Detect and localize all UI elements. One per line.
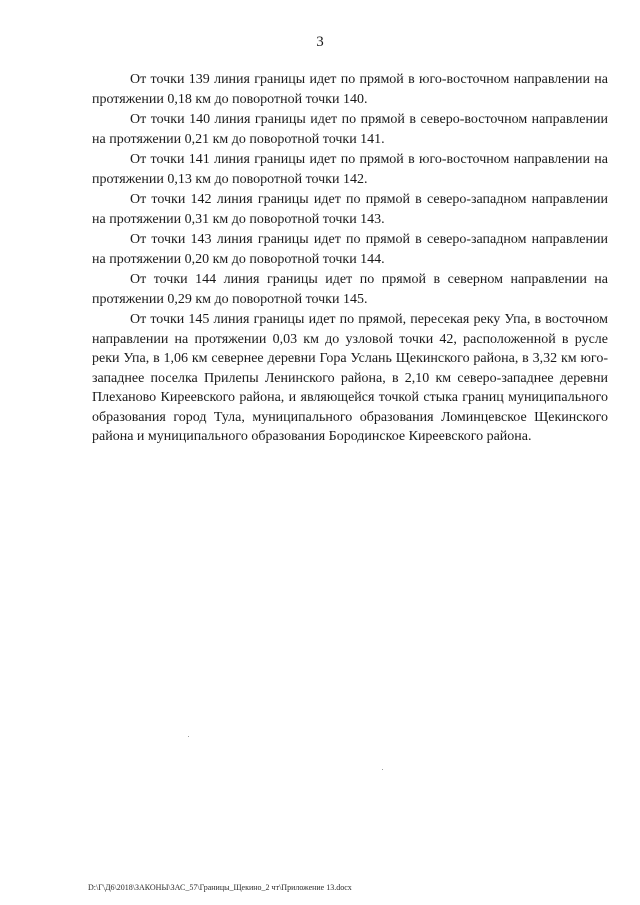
page-number: 3 bbox=[316, 34, 324, 50]
scan-speck bbox=[188, 736, 189, 737]
paragraph-point-142: От точки 142 линия границы идет по прямой в северо-западном направлении на протяжении 0,31 км до поворотной точки 143. bbox=[92, 192, 608, 227]
paragraph-point-141: От точки 141 линия границы идет по прямой в юго-восточном направлении на протяжении 0,13 км до поворотной точки 142. bbox=[92, 152, 608, 187]
paragraph-point-139: От точки 139 линия границы идет по прямой в юго-восточном направлении на протяжении 0,18 км до поворотной точки 140. bbox=[92, 72, 608, 107]
scan-speck bbox=[382, 769, 383, 770]
document-body bbox=[92, 70, 608, 447]
paragraph-point-144: От точки 144 линия границы идет по прямой в северном направлении на протяжении 0,29 км до поворотной точки 145. bbox=[92, 272, 608, 307]
paragraph-point-140: От точки 140 линия границы идет по прямой в северо-восточном направлении на протяжении 0,21 км до поворотной точки 141. bbox=[92, 112, 608, 147]
paragraph-point-145: От точки 145 линия границы идет по прямой, пересекая реку Упа, в восточном направлении на протяжении 0,03 км до узловой точки 42, расположенной в русле реки Упа, в 1,06 км севернее деревни Гора Услань Щекинского района, в 3,32 км юго-западнее поселка Прилепы Ленинского района, в 2,10 км северо-западнее деревни Плеханово Киреевского района, и являющейся точкой стыка границ муниципального образования город Тула, муниципального образования Ломинцевское Щекинского района и муниципального образования Бородинское Киреевского района. bbox=[92, 312, 608, 444]
file-path-footer: D:\Г\Д6\2018\ЗАКОНЫ\ЗАС_57\Границы_Щекино_2 чт\Приложение 13.docx bbox=[88, 883, 352, 892]
paragraph-point-143: От точки 143 линия границы идет по прямой в северо-западном направлении на протяжении 0,20 км до поворотной точки 144. bbox=[92, 232, 608, 267]
